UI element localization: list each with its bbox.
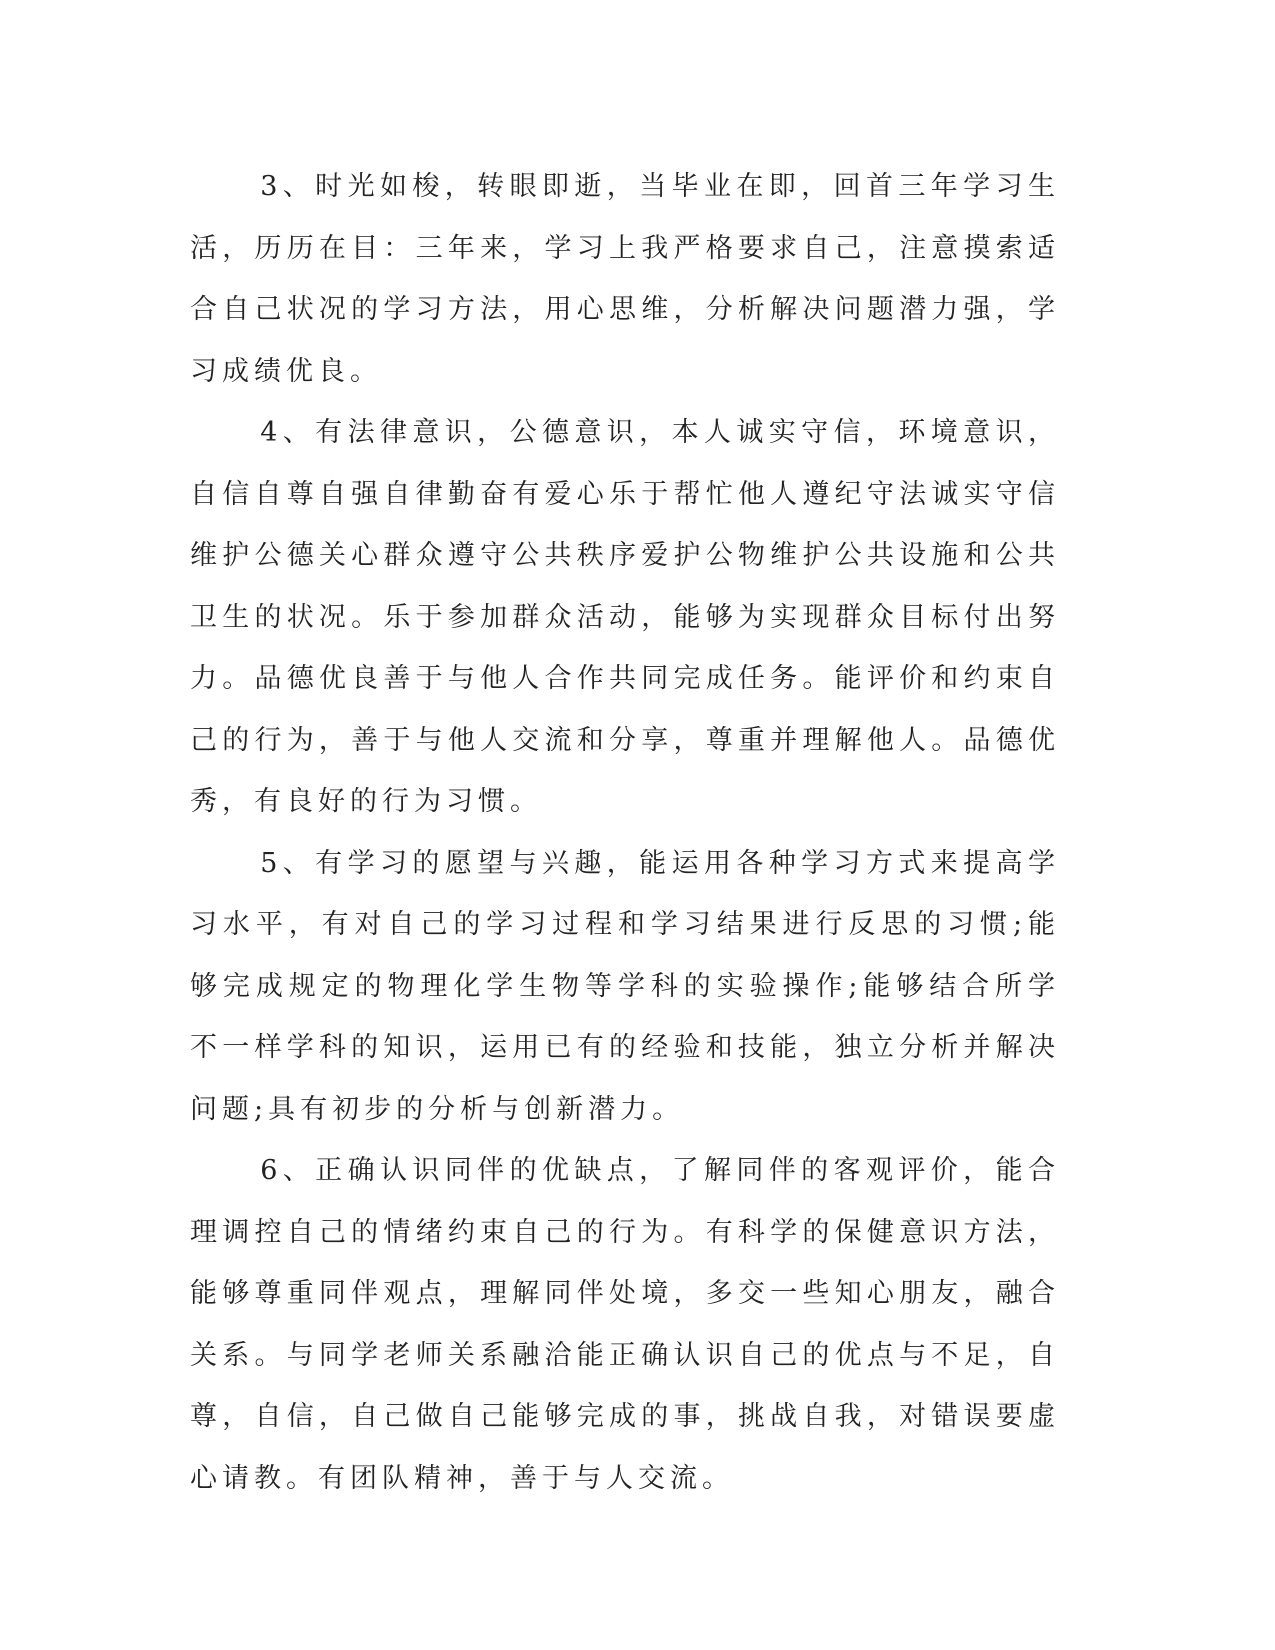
paragraph-5: 5、有学习的愿望与兴趣，能运用各种学习方式来提高学习水平，有对自己的学习过程和学习结果进行反思的习惯;能够完成规定的物理化学生物等学科的实验操作;能够结合所学不一样学科的知识，运用已有的经验和技能，独立分析并解决问题;具有初步的分析与创新潜力。 — [190, 847, 1060, 1125]
paragraph-4: 4、有法律意识，公德意识，本人诚实守信，环境意识，自信自尊自强自律勤奋有爱心乐于帮忙他人遵纪守法诚实守信维护公德关心群众遵守公共秩序爱护公物维护公共设施和公共卫生的状况。乐于参加群众活动，能够为实现群众目标付出努力。品德优良善于与他人合作共同完成任务。能评价和约束自己的行为，善于与他人交流和分享，尊重并理解他人。品德优秀，有良好的行为习惯。 — [190, 417, 1060, 817]
document-body — [190, 156, 1060, 1509]
paragraph-6: 6、正确认识同伴的优缺点，了解同伴的客观评价，能合理调控自己的情绪约束自己的行为。有科学的保健意识方法，能够尊重同伴观点，理解同伴处境，多交一些知心朋友，融合关系。与同学老师关系融洽能正确认识自己的优点与不足，自尊，自信，自己做自己能够完成的事，挑战自我，对错误要虚心请教。有团队精神，善于与人交流。 — [190, 1155, 1060, 1494]
paragraph-3: 3、时光如梭，转眼即逝，当毕业在即，回首三年学习生活，历历在目：三年来，学习上我严格要求自己，注意摸索适合自己状况的学习方法，用心思维，分析解决问题潜力强，学习成绩优良。 — [190, 171, 1060, 387]
